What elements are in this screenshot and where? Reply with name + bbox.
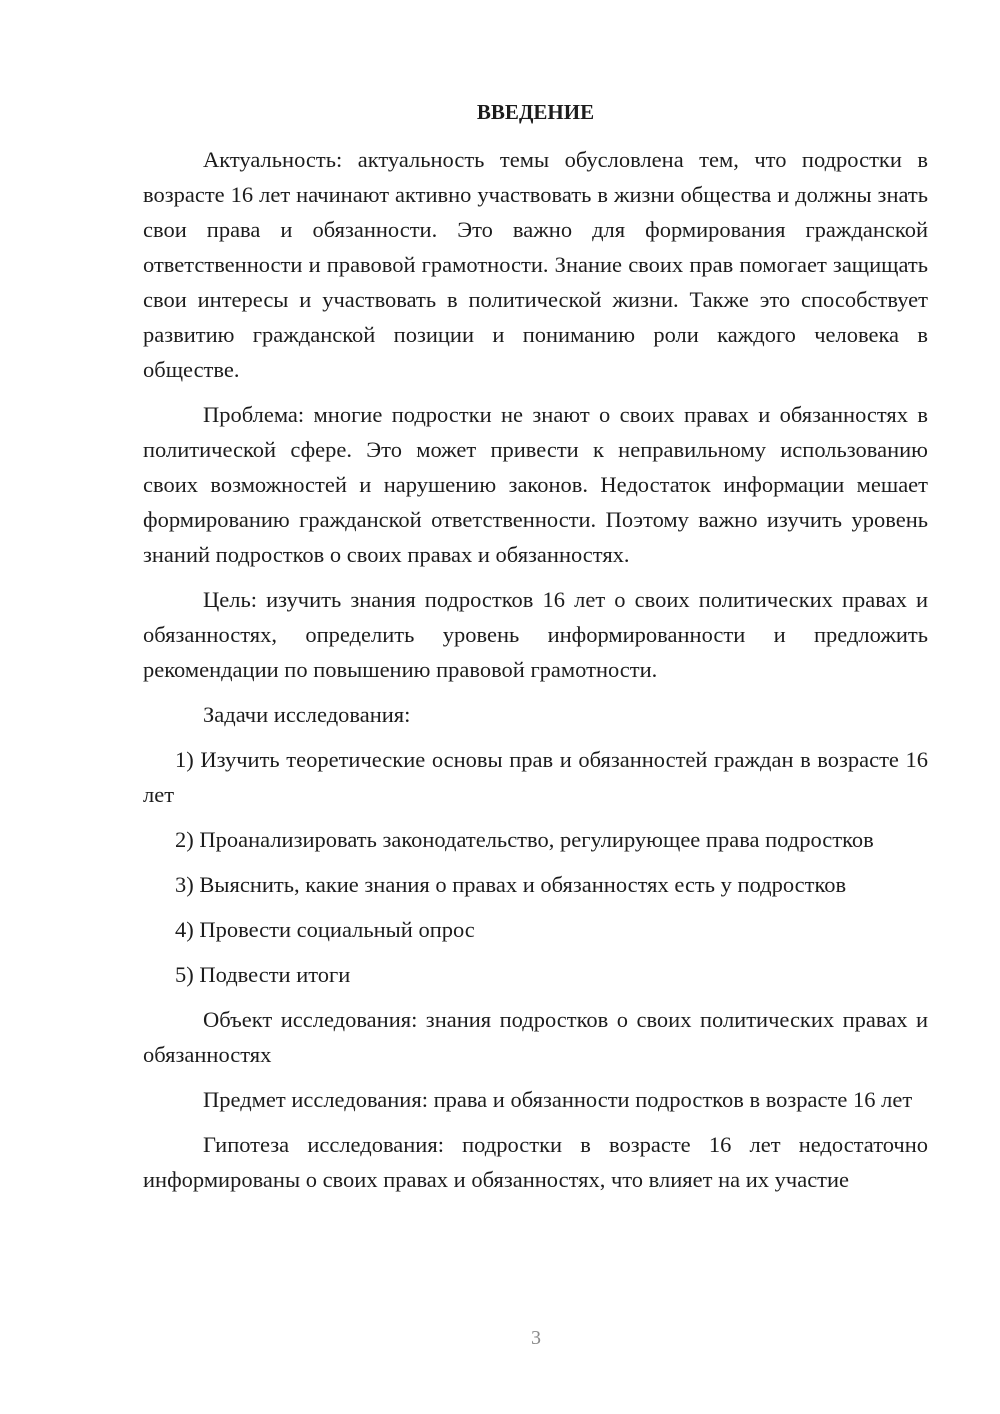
document-body — [143, 95, 928, 1197]
task-item-5: 5) Подвести итоги — [175, 962, 351, 987]
problem-paragraph: Проблема: многие подростки не знают о своих правах и обязанностях в политической сфере. Это может привести к неправильному использованию своих возможностей и нарушению законов. Недостаток информации мешает формированию гражданской ответственности. Поэтому важно изучить уровень знаний подростков о своих правах и обязанностях. — [143, 402, 928, 567]
subject-paragraph: Предмет исследования: права и обязанности подростков в возрасте 16 лет — [203, 1087, 913, 1112]
task-item-4: 4) Провести социальный опрос — [175, 917, 475, 942]
goal-paragraph: Цель: изучить знания подростков 16 лет о своих политических правах и обязанностях, определить уровень информированности и предложить рекомендации по повышению правовой грамотности. — [143, 587, 928, 682]
object-paragraph: Объект исследования: знания подростков о своих политических правах и обязанностях — [143, 1007, 928, 1067]
section-heading: ВВЕДЕНИЕ — [476, 100, 595, 124]
hypothesis-paragraph: Гипотеза исследования: подростки в возрасте 16 лет недостаточно информированы о своих правах и обязанностях, что влияет на их участие — [143, 1132, 928, 1192]
task-item-2: 2) Проанализировать законодательство, регулирующее права подростков — [175, 827, 874, 852]
relevance-paragraph: Актуальность: актуальность темы обусловлена тем, что подростки в возрасте 16 лет начинают активно участвовать в жизни общества и должны знать свои права и обязанности. Это важно для формирования гражданской ответственности и правовой грамотности. Знание своих прав помогает защищать свои интересы и участвовать в политической жизни. Также это способствует развитию гражданской позиции и пониманию роли каждого человека в обществе. — [143, 147, 928, 382]
page-number: 3 — [531, 1327, 541, 1349]
task-item-1: 1) Изучить теоретические основы прав и обязанностей граждан в возрасте 16 лет — [143, 747, 928, 807]
task-item-3: 3) Выяснить, какие знания о правах и обязанностях есть у подростков — [175, 872, 847, 897]
tasks-title: Задачи исследования: — [203, 702, 411, 727]
